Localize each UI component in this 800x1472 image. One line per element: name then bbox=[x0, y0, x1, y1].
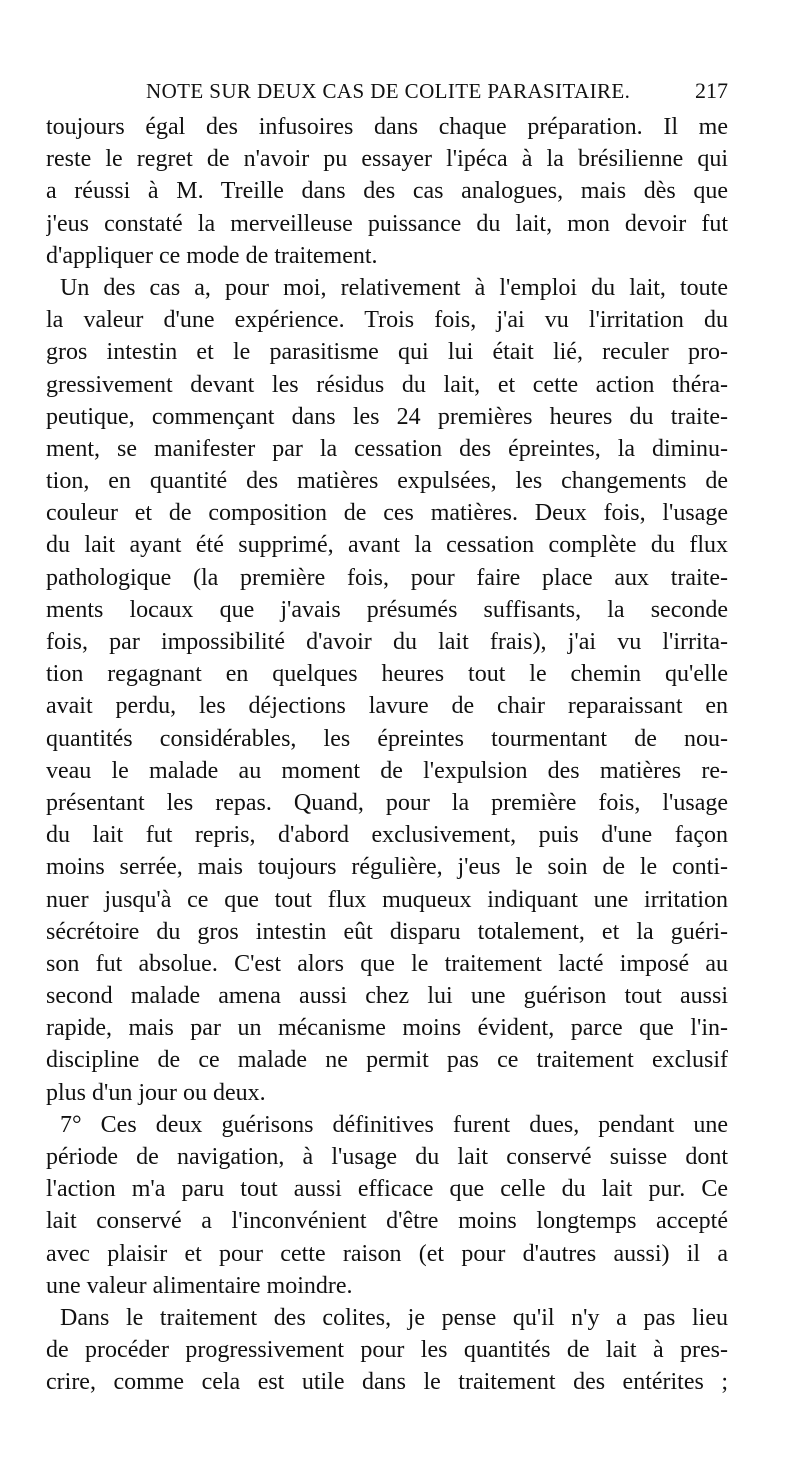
text-line: j'eus constaté la merveilleuse puissance du lait, mon devoir fut bbox=[46, 210, 728, 237]
text-line: tion regagnant en quelques heures tout le chemin qu'elle bbox=[46, 661, 728, 688]
text-line: pathologique (la première fois, pour faire place aux traite- bbox=[46, 564, 728, 591]
text-line: tion, en quantité des matières expulsées, les changements de bbox=[46, 468, 728, 495]
text-line: de procéder progressivement pour les quantités de lait à pres- bbox=[46, 1337, 728, 1364]
text-line: lait conservé a l'inconvénient d'être moins longtemps accepté bbox=[46, 1208, 728, 1235]
text-line: son fut absolue. C'est alors que le traitement lacté imposé au bbox=[46, 950, 728, 977]
text-line: gressivement devant les résidus du lait, et cette action théra- bbox=[46, 371, 728, 398]
text-line: toujours égal des infusoires dans chaque préparation. Il me bbox=[46, 114, 728, 140]
text-line: avec plaisir et pour cette raison (et pour d'autres aussi) il a bbox=[46, 1240, 728, 1267]
text-line: ments locaux que j'avais présumés suffisants, la seconde bbox=[46, 596, 728, 623]
text-line: l'action m'a paru tout aussi efficace que celle du lait pur. Ce bbox=[46, 1176, 728, 1203]
text-line: d'appliquer ce mode de traitement. bbox=[46, 242, 378, 269]
text-line: quantités considérables, les épreintes tourmentant de nou- bbox=[46, 725, 728, 752]
text-line: ment, se manifester par la cessation des épreintes, la diminu- bbox=[46, 435, 728, 462]
running-head bbox=[46, 76, 728, 106]
text-line: présentant les repas. Quand, pour la première fois, l'usage bbox=[46, 789, 728, 816]
text-line: fois, par impossibilité d'avoir du lait frais), j'ai vu l'irrita- bbox=[46, 629, 728, 655]
text-line: avait perdu, les déjections lavure de chair reparaissant en bbox=[46, 693, 728, 720]
text-line: reste le regret de n'avoir pu essayer l'ipéca à la brésilienne qui bbox=[46, 146, 728, 173]
text-line: couleur et de composition de ces matières. Deux fois, l'usage bbox=[46, 500, 728, 527]
text-line: nuer jusqu'à ce que tout flux muqueux indiquant une irritation bbox=[46, 886, 728, 913]
text-line: du lait ayant été supprimé, avant la cessation complète du flux bbox=[46, 532, 728, 559]
text-line: plus d'un jour ou deux. bbox=[46, 1079, 266, 1106]
text-line: une valeur alimentaire moindre. bbox=[46, 1272, 353, 1299]
text-line: sécrétoire du gros intestin eût disparu totalement, et la guéri- bbox=[46, 918, 728, 945]
running-title: NOTE SUR DEUX CAS DE COLITE PARASITAIRE. bbox=[146, 79, 631, 103]
text-line: a réussi à M. Treille dans des cas analogues, mais dès que bbox=[46, 178, 728, 205]
text-line: crire, comme cela est utile dans le traitement des entérites ; bbox=[46, 1369, 728, 1396]
text-line: 7° Ces deux guérisons définitives furent dues, pendant une bbox=[60, 1111, 728, 1138]
text-line: moins serrée, mais toujours régulière, j'eus le soin de le conti- bbox=[46, 854, 728, 881]
text-line: gros intestin et le parasitisme qui lui était lié, reculer pro- bbox=[46, 339, 728, 366]
text-line: peutique, commençant dans les 24 premières heures du traite- bbox=[46, 403, 728, 430]
text-line: rapide, mais par un mécanisme moins évident, parce que l'in- bbox=[46, 1015, 728, 1042]
text-line: Un des cas a, pour moi, relativement à l'emploi du lait, toute bbox=[60, 274, 728, 301]
text-line: discipline de ce malade ne permit pas ce traitement exclusif bbox=[46, 1047, 728, 1074]
page-number: 217 bbox=[695, 78, 728, 103]
text-line: Dans le traitement des colites, je pense qu'il n'y a pas lieu bbox=[60, 1304, 728, 1331]
text-line: veau le malade au moment de l'expulsion des matières re- bbox=[46, 757, 728, 784]
text-line: la valeur d'une expérience. Trois fois, j'ai vu l'irritation du bbox=[46, 307, 728, 334]
text-line: période de navigation, à l'usage du lait conservé suisse dont bbox=[46, 1144, 728, 1170]
body-text bbox=[46, 111, 728, 1399]
text-line: du lait fut repris, d'abord exclusivement, puis d'une façon bbox=[46, 822, 728, 849]
text-line: second malade amena aussi chez lui une guérison tout aussi bbox=[46, 983, 728, 1010]
